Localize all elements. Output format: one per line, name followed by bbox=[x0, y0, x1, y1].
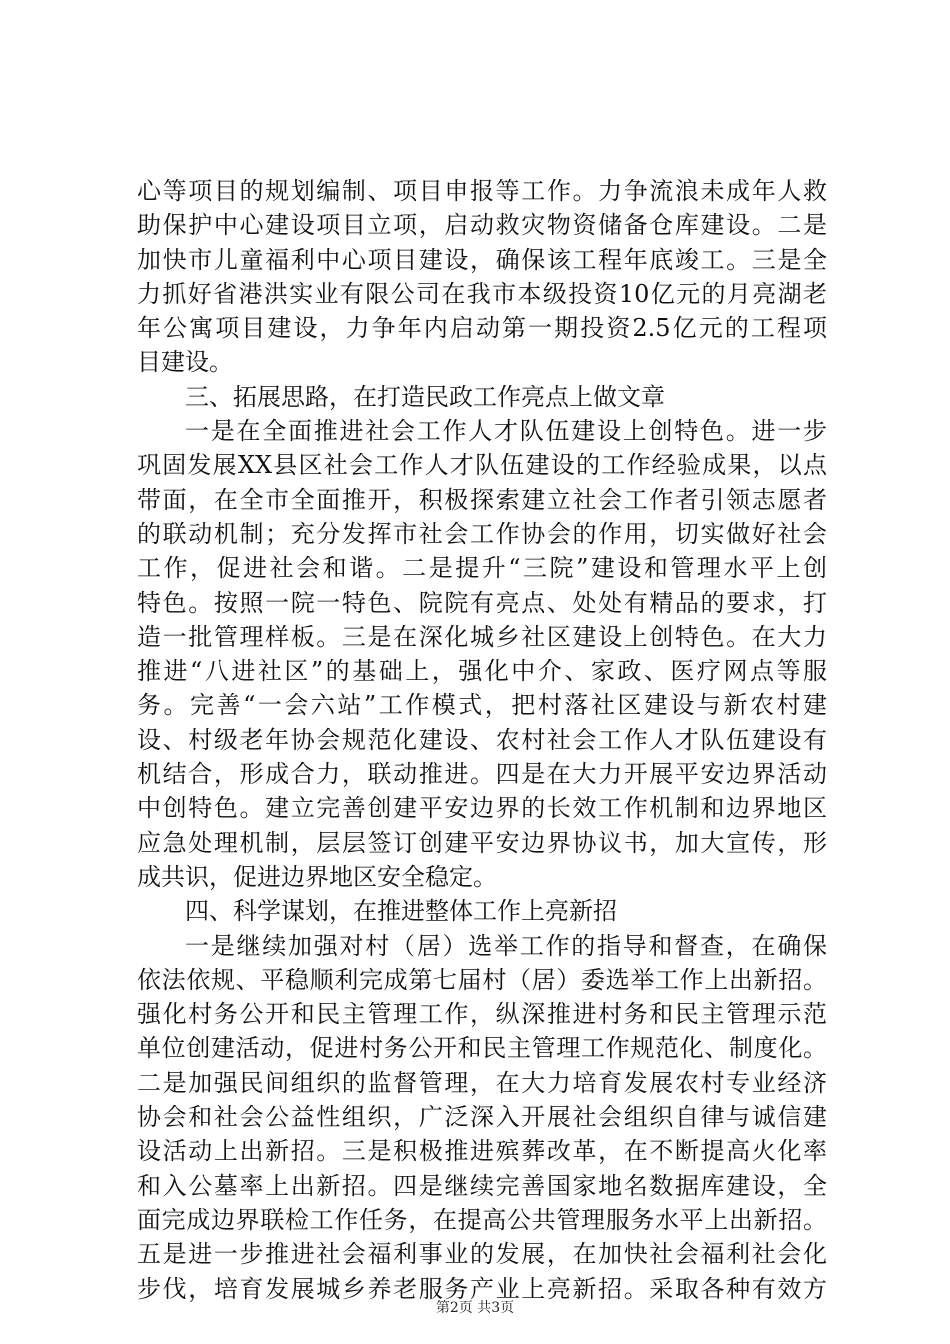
page-number-footer: 第2页 共3页 bbox=[435, 1300, 515, 1316]
text-line: 二是加强民间组织的监督管理，在大力培育发展农村专业经济 bbox=[137, 1068, 827, 1097]
text-line: 年公寓项目建设，力争年内启动第一期投资2.5亿元的工程项 bbox=[137, 314, 827, 343]
text-line: 目建设。 bbox=[137, 348, 233, 377]
text-line: 造一批管理样板。三是在深化城乡社区建设上创特色。在大力 bbox=[137, 622, 827, 651]
text-line: 的联动机制；充分发挥市社会工作协会的作用，切实做好社会 bbox=[137, 519, 827, 548]
text-line: 带面，在全市全面推开，积极探索建立社会工作者引领志愿者 bbox=[137, 485, 827, 514]
text-line: 中创特色。建立完善创建平安边界的长效工作机制和边界地区 bbox=[137, 794, 827, 823]
text-line: 巩固发展XX县区社会工作人才队伍建设的工作经验成果，以点 bbox=[137, 451, 827, 480]
text-line: 机结合，形成合力，联动推进。四是在大力开展平安边界活动 bbox=[137, 760, 827, 789]
text-line: 加快市儿童福利中心项目建设，确保该工程年底竣工。三是全 bbox=[137, 245, 827, 274]
document-body bbox=[137, 174, 827, 1306]
text-line: 特色。按照一院一特色、院院有亮点、处处有精品的要求，打 bbox=[137, 588, 827, 617]
text-line: 单位创建活动，促进村务公开和民主管理工作规范化、制度化。 bbox=[137, 1034, 827, 1063]
text-line: 设活动上出新招。三是积极推进殡葬改革，在不断提高火化率 bbox=[137, 1137, 827, 1166]
text-line: 应急处理机制，层层签订创建平安边界协议书，加大宣传，形 bbox=[137, 828, 827, 857]
text-line: 心等项目的规划编制、项目申报等工作。力争流浪未成年人救 bbox=[137, 177, 827, 205]
text-line: 和入公墓率上出新招。四是继续完善国家地名数据库建设，全 bbox=[137, 1171, 827, 1200]
section-heading: 三、拓展思路，在打造民政工作亮点上做文章 bbox=[185, 382, 665, 411]
text-line: 助保护中心建设项目立项，启动救灾物资储备仓库建设。二是 bbox=[137, 211, 827, 240]
text-line: 依法依规、平稳顺利完成第七届村（居）委选举工作上出新招。 bbox=[137, 965, 827, 994]
text-line: 推进“八进社区”的基础上，强化中介、家政、医疗网点等服 bbox=[137, 657, 827, 686]
text-line: 强化村务公开和民主管理工作，纵深推进村务和民主管理示范 bbox=[137, 1000, 827, 1029]
text-line: 五是进一步推进社会福利事业的发展，在加快社会福利社会化 bbox=[137, 1240, 827, 1269]
text-line: 协会和社会公益性组织，广泛深入开展社会组织自律与诚信建 bbox=[137, 1103, 827, 1132]
text-line: 步伐，培育发展城乡养老服务产业上亮新招。采取各种有效方 bbox=[137, 1274, 827, 1303]
text-line: 设、村级老年协会规范化建设、农村社会工作人才队伍建设有 bbox=[137, 725, 827, 754]
text-line: 面完成边界联检工作任务，在提高公共管理服务水平上出新招。 bbox=[137, 1205, 827, 1234]
text-line: 成共识，促进边界地区安全稳定。 bbox=[137, 862, 497, 891]
text-line: 一是在全面推进社会工作人才队伍建设上创特色。进一步 bbox=[185, 417, 827, 446]
text-line: 工作，促进社会和谐。二是提升“三院”建设和管理水平上创 bbox=[137, 554, 827, 583]
section-heading: 四、科学谋划，在推进整体工作上亮新招 bbox=[185, 897, 617, 926]
text-line: 一是继续加强对村（居）选举工作的指导和督查，在确保 bbox=[185, 931, 827, 960]
text-line: 务。完善“一会六站”工作模式，把村落社区建设与新农村建 bbox=[137, 691, 827, 720]
text-line: 力抓好省港洪实业有限公司在我市本级投资10亿元的月亮湖老 bbox=[137, 279, 827, 308]
